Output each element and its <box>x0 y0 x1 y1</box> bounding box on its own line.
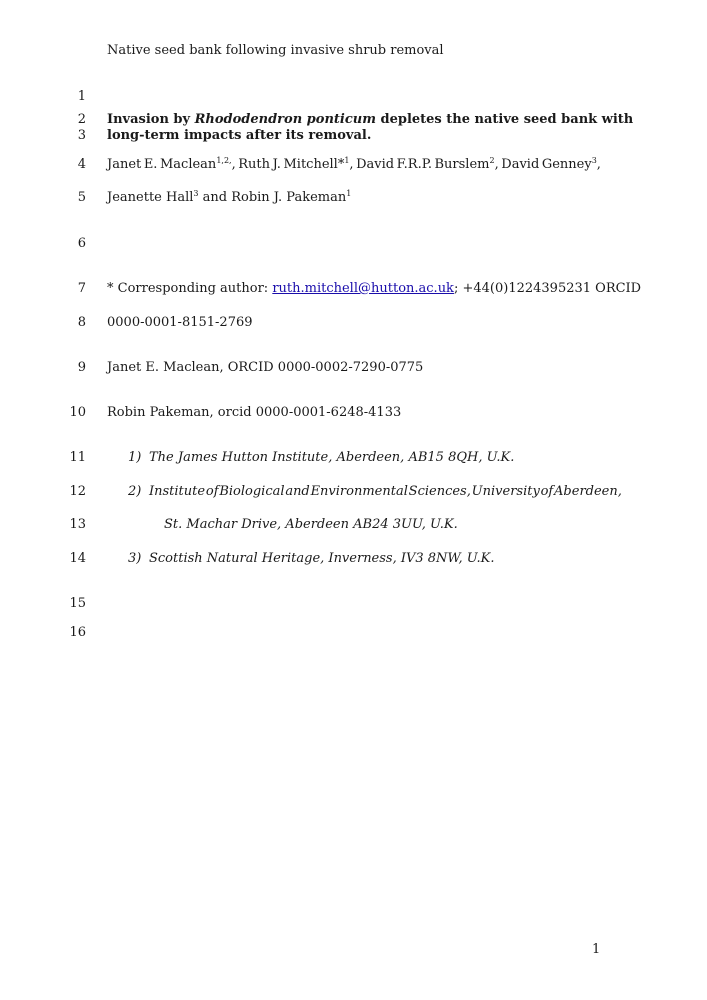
author-genney: Genney$^3$, <box>541 156 601 172</box>
author-list-line1 <box>107 157 601 172</box>
author-word: E. <box>143 157 158 172</box>
line-number: 11 <box>69 450 86 465</box>
orcid-maclean: Janet E. Maclean, ORCID 0000-0002-7290-0775 <box>107 360 424 375</box>
line-number: 9 <box>77 360 86 375</box>
orcid-pakeman: Robin Pakeman, orcid 0000-0001-6248-4133 <box>107 405 402 420</box>
line-number: 2 <box>77 112 86 127</box>
title-text: Invasion by <box>107 112 195 127</box>
paper-title-line1 <box>107 112 633 127</box>
author-affil-sup: 2 <box>489 156 495 165</box>
line-number: 10 <box>69 405 86 420</box>
line-number: 12 <box>69 484 86 499</box>
author-list-line2: Jeanette Hall$^3$ and Robin J. Pakeman$^1$ <box>107 189 352 205</box>
author-affil-sup: 1 <box>346 189 352 198</box>
email-link[interactable]: ruth.mitchell@hutton.ac.uk <box>272 281 454 296</box>
species-name: Rhododendron ponticum <box>194 112 376 127</box>
page-number: 1 <box>592 942 601 957</box>
author-word: David <box>356 157 395 172</box>
title-text: depletes the native seed bank with <box>375 112 634 127</box>
line-number: 8 <box>77 315 86 330</box>
line-number: 4 <box>77 157 86 172</box>
line-number: 14 <box>69 551 86 566</box>
affiliation-3: 3) Scottish Natural Heritage, Inverness, IV3 8NW, U.K. <box>128 551 495 566</box>
author-affil-sup: 3 <box>193 189 199 198</box>
line-number: 1 <box>77 89 86 104</box>
author-maclean: Maclean$^{1,2,}$, <box>159 156 236 172</box>
line-number: 3 <box>77 128 86 143</box>
affiliation-2-line1: Institute of Biological and Environmental Sciences, University of Aberdeen, <box>149 484 622 499</box>
line-number: 16 <box>69 625 86 640</box>
corresponding-orcid: 0000-0001-8151-2769 <box>107 315 253 330</box>
author-word: Ruth <box>238 157 271 172</box>
author-word: David <box>501 157 540 172</box>
author-burslem: Burslem$^2$, <box>434 156 499 172</box>
affiliation-2-line2: St. Machar Drive, Aberdeen AB24 3UU, U.K. <box>164 517 458 532</box>
line-number: 15 <box>69 596 86 611</box>
paper-title-line2: long-term impacts after its removal. <box>107 128 372 143</box>
author-word: Janet <box>107 157 142 172</box>
line-number: 13 <box>69 517 86 532</box>
line-number: 6 <box>77 236 86 251</box>
author-affil-sup: 3 <box>591 156 597 165</box>
author-affil-sup: 1,2, <box>216 156 232 165</box>
affiliation-2: 2) <box>128 484 142 499</box>
author-affil-sup: 1 <box>344 156 350 165</box>
line-number: 7 <box>77 281 86 296</box>
corresponding-author: * Corresponding author: ruth.mitchell@hutton.ac.uk; +44(0)1224395231 ORCID <box>107 281 642 296</box>
author-word: J. <box>272 157 281 172</box>
affiliation-1: 1) The James Hutton Institute, Aberdeen, AB15 8QH, U.K. <box>128 450 515 465</box>
line-number: 5 <box>77 190 86 205</box>
author-word: F.R.P. <box>396 157 432 172</box>
author-mitchell: Mitchell*$^1$, <box>283 156 354 172</box>
running-header: Native seed bank following invasive shrub removal <box>107 43 444 58</box>
